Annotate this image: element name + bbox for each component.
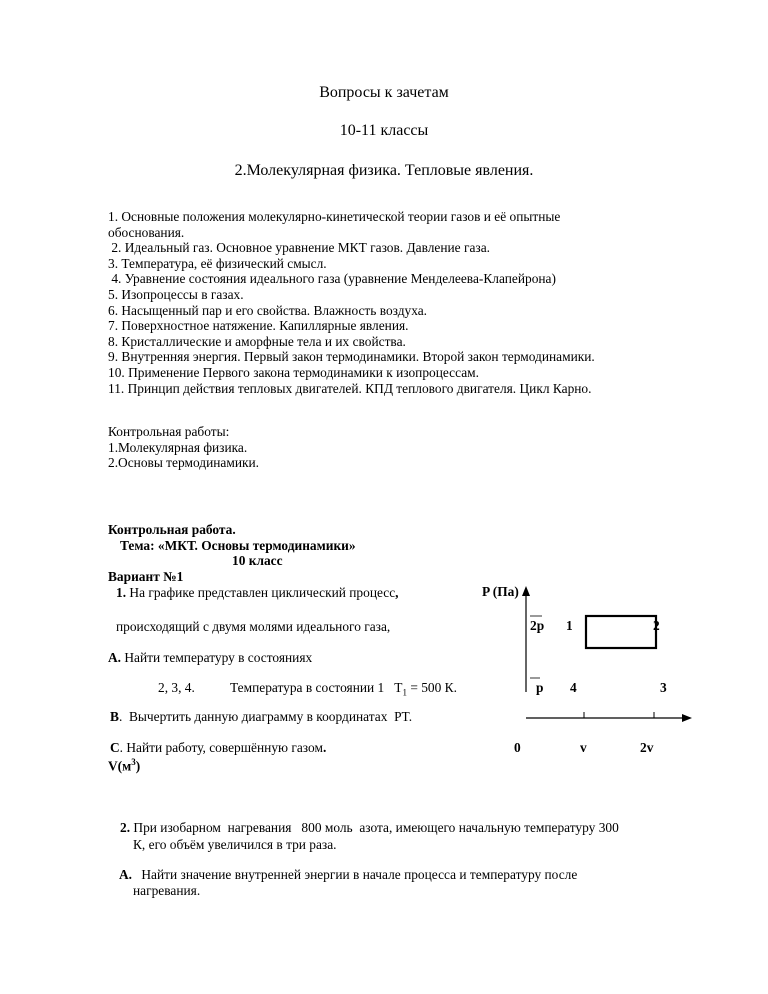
task2-line1: 2. При изобарном нагревания 800 моль азота, имеющего начальную температуру 300 bbox=[120, 820, 619, 835]
list-item: 2. Идеальный газ. Основное уравнение МКТ газов. Давление газа. bbox=[108, 240, 490, 256]
state-1-label: 1 bbox=[566, 618, 573, 633]
task1-b: В. Вычертить данную диаграмму в координатах PT. bbox=[110, 709, 413, 724]
task2-line2: К, его объём увеличился в три раза. bbox=[133, 837, 337, 852]
test-topic: Тема: «МКТ. Основы термодинамики» bbox=[120, 538, 356, 553]
state-4-label: 4 bbox=[570, 680, 577, 695]
control-item: 1.Молекулярная физика. bbox=[108, 439, 248, 455]
control-works bbox=[108, 424, 259, 471]
list-item: 3. Температура, её физический смысл. bbox=[108, 255, 327, 271]
list-item: 11. Принцип действия тепловых двигателей. КПД теплового двигателя. Цикл Карно. bbox=[108, 380, 592, 396]
label-2v: 2v bbox=[640, 740, 654, 755]
v-axis-label: $V(м^3)$ bbox=[108, 757, 141, 774]
label-v: v bbox=[580, 740, 587, 755]
task2-a: А. Найти значение внутренней энергии в начале процесса и температуру после bbox=[119, 867, 578, 882]
list-item: 4. Уравнение состояния идеального газа (уравнение Менделеева-Клапейрона) bbox=[108, 271, 556, 287]
list-item: 6. Насыщенный пар и его свойства. Влажность воздуха. bbox=[108, 302, 428, 318]
pv-diagram bbox=[470, 582, 700, 762]
state-3-label: 3 bbox=[660, 680, 667, 695]
test-title: Контрольная работа. bbox=[108, 522, 236, 537]
task1-line1: 1. На графике представлен циклический процесс, bbox=[116, 585, 399, 600]
v-axis-arrow bbox=[682, 714, 692, 722]
grades-subtitle: 10-11 классы bbox=[339, 122, 429, 139]
list-item: 10. Применение Первого закона термодинамики к изопроцессам. bbox=[108, 364, 479, 380]
label-0: 0 bbox=[514, 740, 521, 755]
page-title: Вопросы к зачетам bbox=[319, 84, 449, 101]
task1-a: А. Найти температуру в состояниях bbox=[108, 650, 313, 665]
label-p: p bbox=[536, 680, 544, 695]
variant-label: Вариант №1 bbox=[108, 569, 184, 584]
control-heading: Контрольная работы: bbox=[108, 424, 230, 439]
list-item: 1. Основные положения молекулярно-кинетической теории газов и её опытные bbox=[108, 209, 561, 224]
p-axis-arrow bbox=[522, 586, 530, 596]
task1-line2: происходящий с двумя молями идеального газа, bbox=[116, 619, 391, 634]
list-item: 8. Кристаллические и аморфные тела и их свойства. bbox=[108, 333, 406, 349]
list-item: 5. Изопроцессы в газах. bbox=[108, 286, 244, 302]
control-item: 2.Основы термодинамики. bbox=[108, 455, 260, 471]
task1-a-given: Температура в состоянии 1 $T_1 = 500$ К. bbox=[230, 680, 457, 698]
p-axis-label: P (Па) bbox=[482, 584, 519, 599]
list-item: обоснования. bbox=[108, 224, 185, 240]
list-item: 7. Поверхностное натяжение. Капиллярные явления. bbox=[108, 318, 409, 334]
task2-a-cont: нагревания. bbox=[133, 883, 201, 898]
section-title: 2.Молекулярная физика. Тепловые явления. bbox=[234, 162, 534, 179]
test-grade: 10 класс bbox=[232, 553, 283, 568]
label-2p: 2p bbox=[530, 618, 545, 633]
task1-a-states: 2, 3, 4. bbox=[158, 680, 195, 695]
task1-c: С. Найти работу, совершённую газом. bbox=[110, 740, 327, 755]
state-2-label: 2 bbox=[653, 618, 660, 633]
questions-list bbox=[108, 209, 595, 396]
cycle-rectangle bbox=[586, 616, 656, 648]
list-item: 9. Внутренняя энергия. Первый закон термодинамики. Второй закон термодинамики. bbox=[108, 349, 595, 365]
